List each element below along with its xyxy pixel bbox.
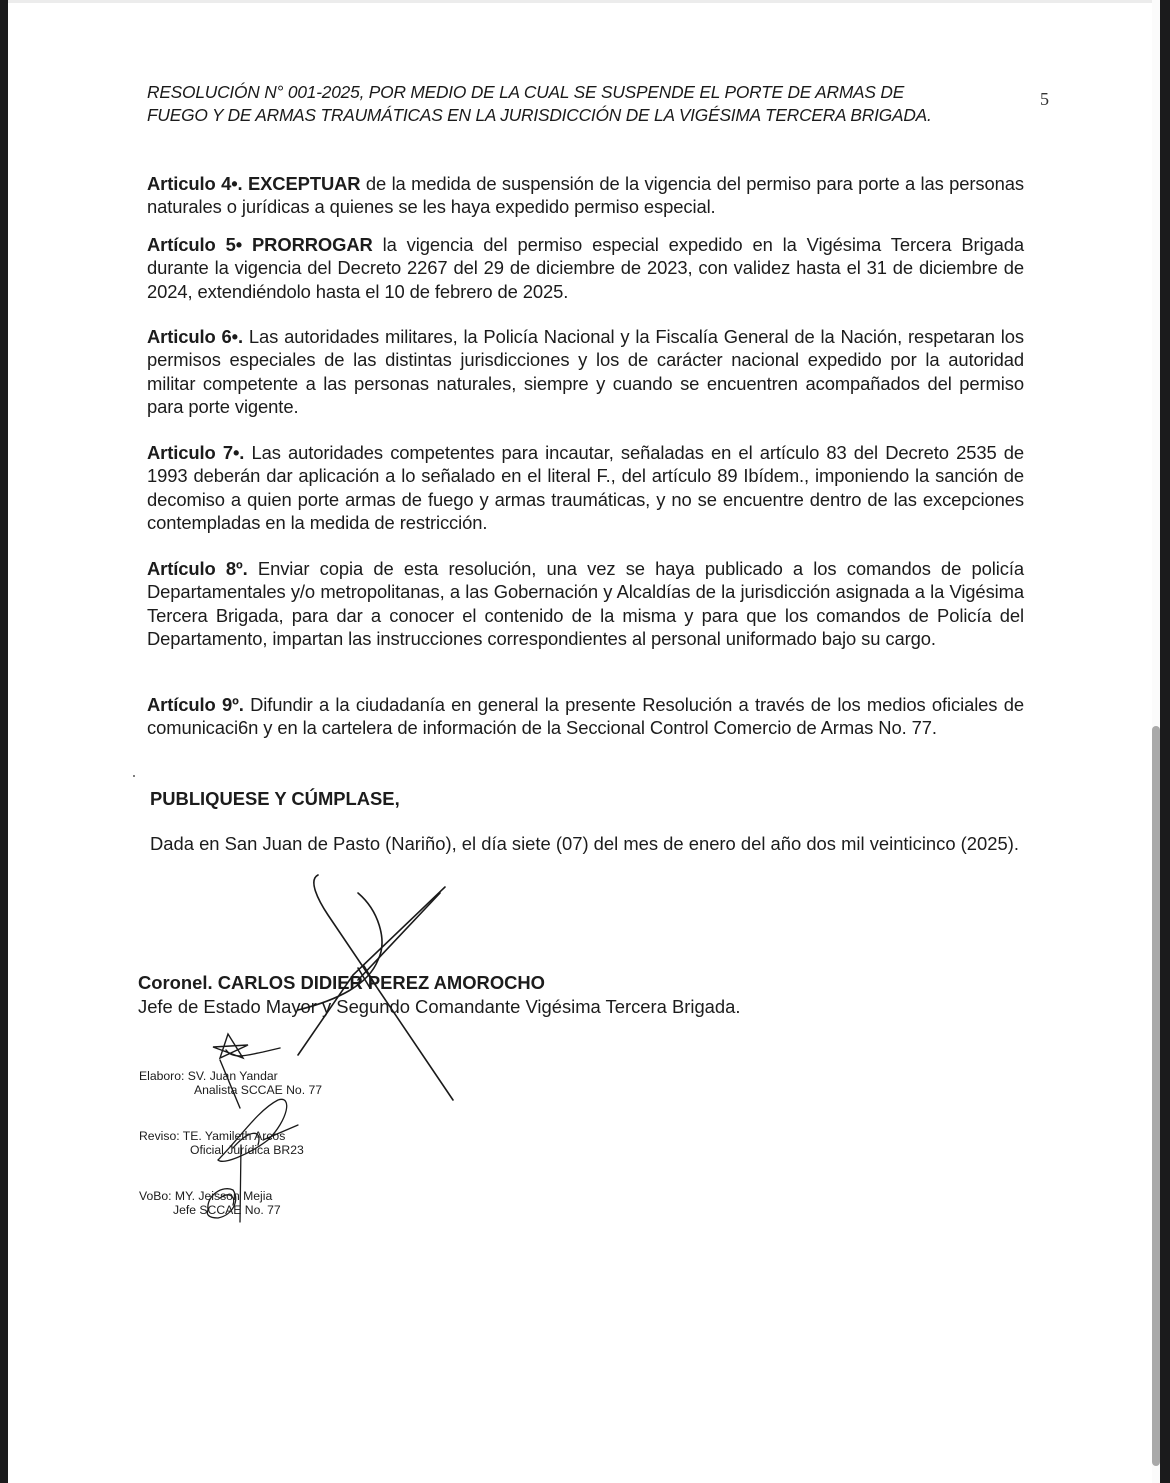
document-page (8, 0, 1152, 1483)
scrollbar-track[interactable] (1152, 0, 1160, 1483)
stray-mark (133, 775, 135, 777)
article-9 (147, 693, 1024, 740)
header-line-1: RESOLUCIÓN N° 001-2025, POR MEDIO DE LA CUAL SE SUSPENDE EL PORTE DE ARMAS DE (147, 82, 905, 102)
article-lead: EXCEPTUAR (247, 173, 361, 194)
article-8 (147, 557, 1024, 650)
article-text: Las autoridades competentes para incautar, señaladas en el artículo 83 del Decreto 2535 de 1993 deberán dar aplicación a lo señalado en el literal F., del artículo 89 Ibídem., imponiendo la sanción de decomiso a quien porte armas de fuego y armas traumáticas, y no se encuentre dentro de las excepciones contempladas en la medida de restricción. (147, 442, 1024, 533)
article-label: Articulo 7•. (147, 442, 245, 463)
top-border (8, 0, 1160, 3)
article-text: Las autoridades militares, la Policía Nacional y la Fiscalía General de la Nación, respetaran los permisos especiales de las distintas jurisdicciones y los de carácter nacional expedido por la autoridad militar competente a las personas naturales, siempre y cuando se encuentren acompañados del permiso para porte vigente. (147, 326, 1024, 417)
reviso-role: Reviso: TE. Yamileth Arcos (139, 1129, 286, 1143)
article-5 (147, 233, 1024, 303)
article-6 (147, 325, 1024, 418)
article-text: Enviar copia de esta resolución, una vez se haya publicado a los comandos de policía Departamentales y/o metropolitanas, a las Gobernación y Alcaldías de la jurisdicción asignada a la Vigésima Tercera Brigada, para dar a conocer el contenido de la misma y para que los comandos de Policía del Departamento, impartan las instrucciones correspondientes al personal uniformado bajo su cargo. (147, 558, 1024, 649)
document-viewer (8, 0, 1160, 1483)
article-text: la vigencia del permiso especial expedido en la Vigésima Tercera Brigada durante la vigencia del Decreto 2267 del 29 de diciembre de 2023, con validez hasta el 31 de diciembre de 2024, extendiéndolo hasta el 10 de febrero de 2025. (147, 234, 1025, 302)
resolution-header (147, 81, 974, 127)
article-lead: PRORROGAR (252, 234, 373, 255)
article-label: Artículo 9º. (147, 694, 244, 715)
signature-overlay (8, 0, 1152, 1483)
vobo-position: Jefe SCCAE No. 77 (173, 1203, 281, 1217)
article-label: Artículo 8º. (147, 558, 248, 579)
scrollbar-thumb[interactable] (1152, 726, 1160, 1466)
given-at-text: Dada en San Juan de Pasto (Nariño), el día siete (07) del mes de enero del año dos mil veinticinco (2025). (150, 833, 1019, 854)
header-line-2: FUEGO Y DE ARMAS TRAUMÁTICAS EN LA JURISDICCIÓN DE LA VIGÉSIMA TERCERA BRIGADA. (147, 105, 932, 125)
elaboro-role: Elaboro: SV. Juan Yandar (139, 1069, 278, 1083)
closing-formula: PUBLIQUESE Y CÚMPLASE, (150, 788, 400, 809)
vobo-role: VoBo: MY. Jeisson Mejia (139, 1189, 273, 1203)
signer-name: Coronel. CARLOS DIDIER PEREZ AMOROCHO (138, 972, 545, 993)
article-text: Difundir a la ciudadanía en general la presente Resolución a través de los medios oficiales de comunicaci6n y en la cartelera de información de la Seccional Control Comercio de Armas No. 77. (147, 694, 1024, 739)
reviso-position: Oficial Jurídica BR23 (190, 1143, 304, 1157)
article-4 (147, 172, 1024, 219)
article-label: Artículo 5• (147, 234, 243, 255)
signer-title: Jefe de Estado Mayor y Segundo Comandante Vigésima Tercera Brigada. (138, 996, 741, 1017)
article-label: Articulo 4•. (147, 173, 243, 194)
elaboro-position: Analista SCCAE No. 77 (194, 1083, 323, 1097)
article-text: de la medida de suspensión de la vigencia del permiso para porte a las personas naturales o jurídicas a quienes se les haya expedido permiso especial. (147, 173, 1024, 218)
page-number: 5 (1040, 89, 1049, 109)
article-7 (147, 441, 1024, 534)
article-label: Articulo 6•. (147, 326, 244, 347)
